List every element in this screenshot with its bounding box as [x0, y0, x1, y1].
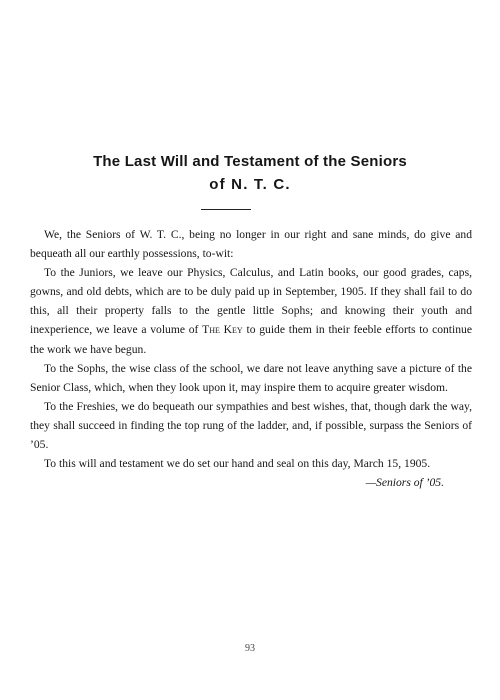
title-divider — [201, 209, 251, 210]
page-title-line-2: of N. T. C. — [209, 176, 291, 193]
will-body — [30, 225, 472, 492]
juniors-text-start: To the Juniors, we leave our Physics, Calculus, and Latin books, our good grades, caps, gowns, and old debts, which are to be duly paid up in September, 1905. If they shall fail to do this, all their property falls to the gentle little Sophs; and knowing their youth and inexperience, we leave a volume of — [30, 266, 472, 337]
paragraph-juniors — [30, 263, 472, 358]
juniors-text-end: to guide them in their feeble efforts to continue the work we have begun. — [30, 323, 472, 356]
book-title-the-key: The Key — [202, 323, 243, 337]
page-title-line-1: The Last Will and Testament of the Seniors — [93, 153, 407, 170]
paragraph-opening: We, the Seniors of W. T. C., being no longer in our right and sane minds, do give and bequeath all our earthly possessions, to-wit: — [30, 228, 472, 261]
paragraph-sophs: To the Sophs, the wise class of the school, we dare not leave anything save a picture of the Senior Class, which, when they look upon it, may inspire them to acquire greater wisdom. — [30, 361, 472, 394]
signature: —Seniors of ’05. — [365, 476, 444, 490]
paragraph-closing: To this will and testament we do set our hand and seal on this day, March 15, 1905. — [44, 457, 431, 471]
paragraph-freshies: To the Freshies, we do bequeath our sympathies and best wishes, that, though dark the way, they shall succeed in finding the top rung of the ladder, and, if possible, surpass the Seniors of ’05. — [30, 399, 472, 452]
page-number: 93 — [245, 643, 255, 654]
